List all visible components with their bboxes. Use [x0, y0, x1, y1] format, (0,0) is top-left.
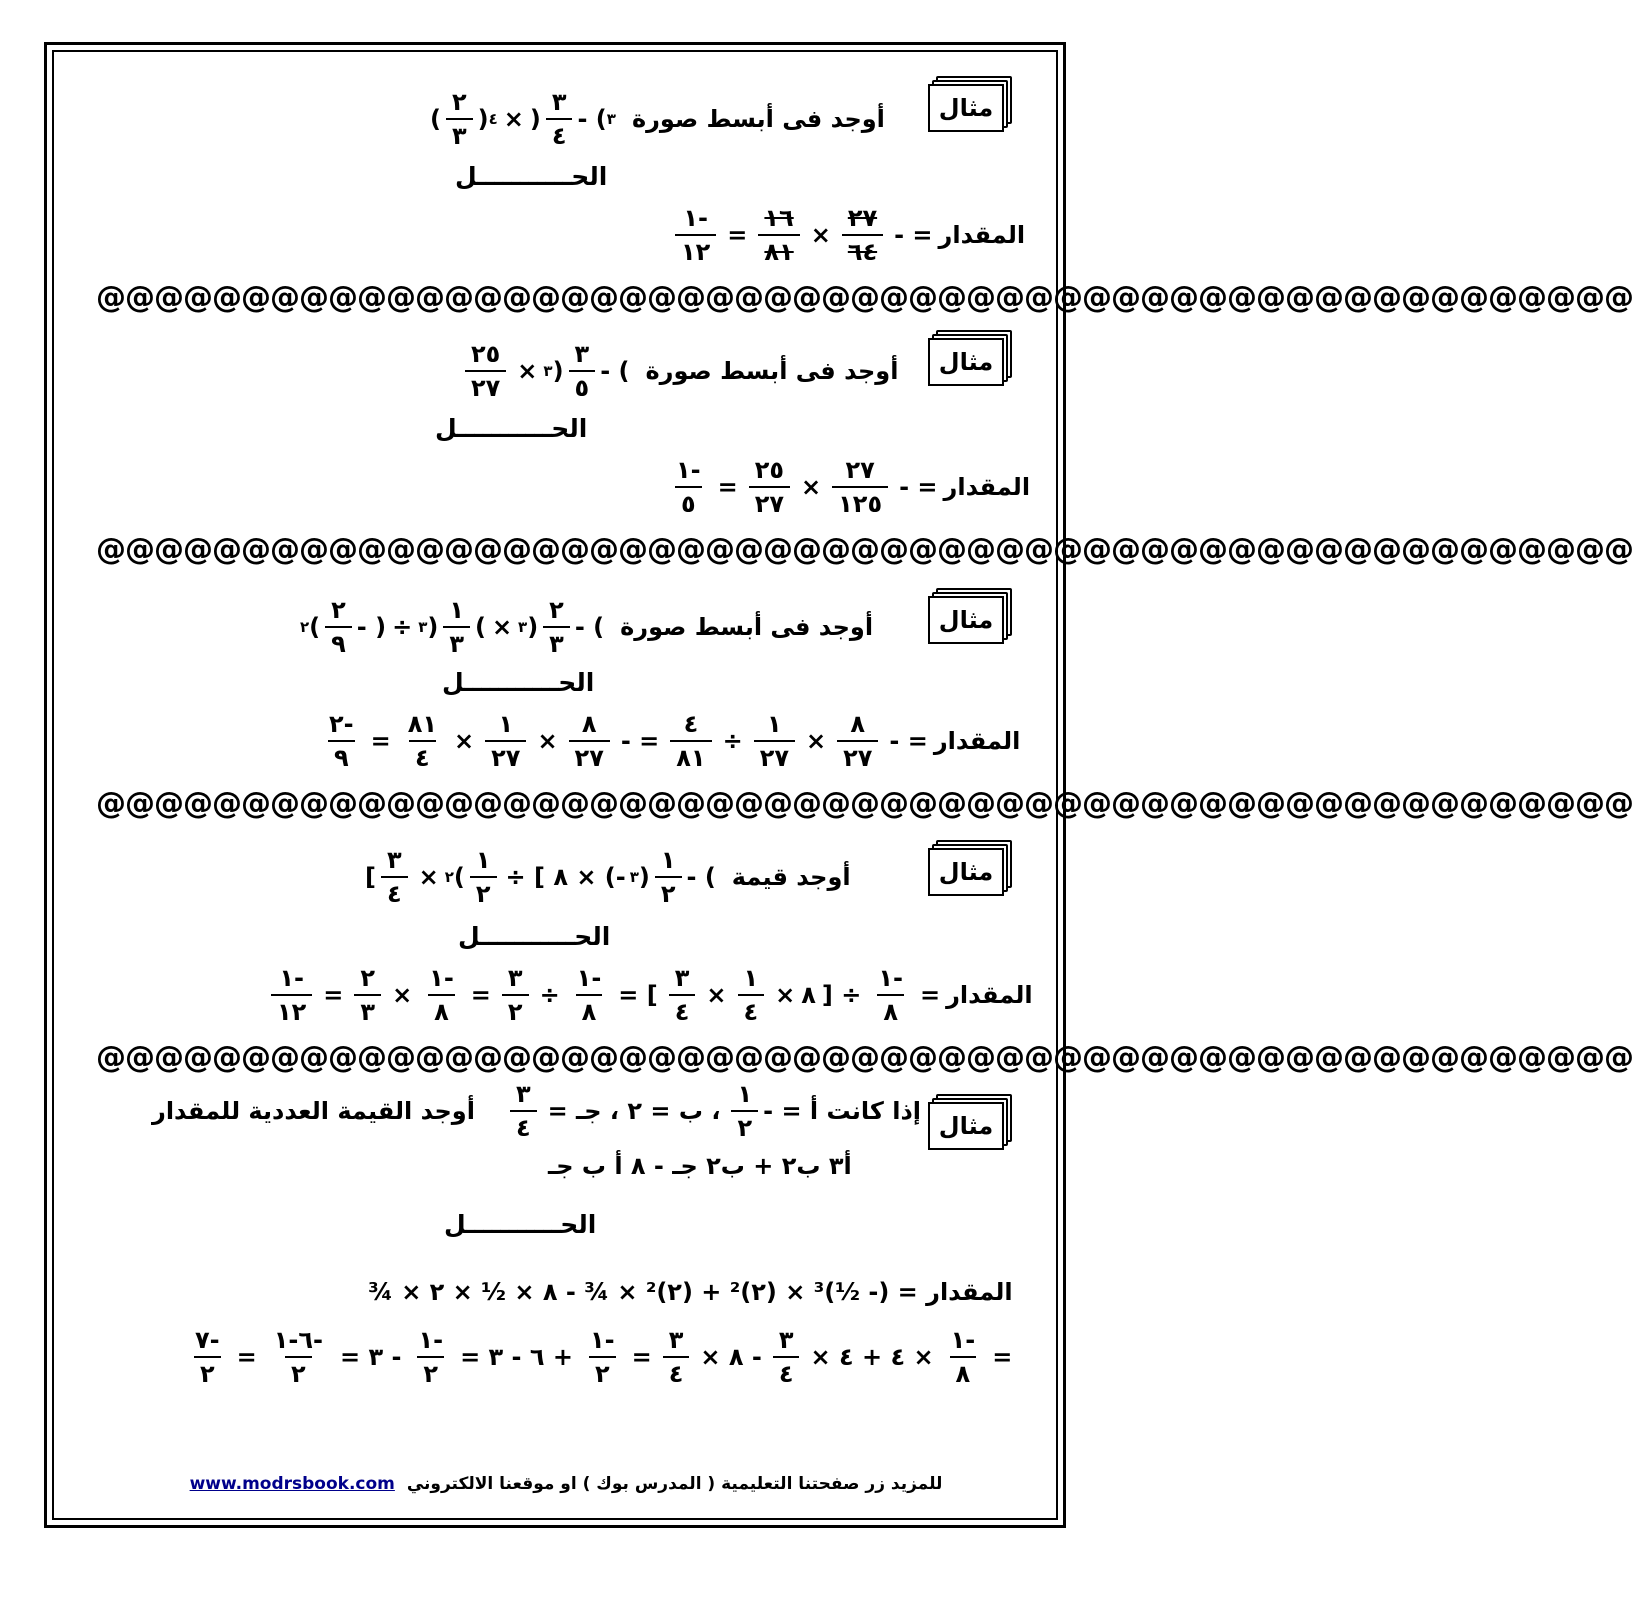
example-badge-4 [928, 840, 1014, 898]
ex4-question-text: أوجد قيمة [731, 863, 851, 891]
ex5-solution-heading: الحـــــــــــل [444, 1210, 597, 1239]
example-badge-2 [928, 330, 1014, 388]
example-label: مثال [928, 848, 1004, 896]
website-link[interactable]: www.modrsbook.com [189, 1474, 395, 1494]
ex5-question-c: أوجد القيمة العددية للمقدار [152, 1097, 475, 1125]
ex1-solution-heading: الحـــــــــــل [455, 162, 608, 191]
amount-label: المقدار [933, 727, 1021, 755]
example-label: مثال [928, 1102, 1004, 1150]
example-label: مثال [928, 338, 1004, 386]
ex5-answer-line1: المقدار = (- ½)³ × (٢)² + (٢)² × ¾ - ٨ × ½ × ٢ × ¾ [368, 1278, 1013, 1306]
separator-3: @@@@@@@@@@@@@@@@@@@@@@@@@@@@@@@@@@@@@@@@@@@@@@@@@@@@@ [96, 786, 1633, 821]
example-badge-1 [928, 76, 1014, 134]
ex5-question: إذا كانت أ = - $\frac{١}{٢}$ ، ب = ٢ ، جـ = $\frac{٣}{٤}$ أوجد القيمة العددية للمقدار [152, 1080, 921, 1142]
ex3-solution-heading: الحـــــــــــل [442, 668, 595, 697]
ex4-question: [ $\frac{٣}{٤}$ × ٢ ( $\frac{١}{٢}$ ÷ [ ٨ × (- ٣ ) $\frac{١}{٢}$ - ( أوجد قيمة [365, 846, 851, 908]
example-label: مثال [928, 84, 1004, 132]
ex3-question-text: أوجد فى أبسط صورة [620, 613, 874, 641]
amount-label: المقدار [938, 221, 1026, 249]
ex5-expression: أ٣ ب٢ + ب٢ جـ - ٨ أ ب جـ [548, 1152, 852, 1180]
separator-1: @@@@@@@@@@@@@@@@@@@@@@@@@@@@@@@@@@@@@@@@@@@@@@@@@@@@@ [96, 280, 1633, 315]
example-badge-3 [928, 588, 1014, 646]
ex3-question: ٢ ( $\frac{٢}{٩}$ - ) ÷ ٣ ) $\frac{١}{٣}$ ( × ٣ ) $\frac{٢}{٣}$ - ( أوجد فى أبسط صورة [300, 596, 874, 658]
ex1-question: ( $\frac{٢}{٣}$ ) ٤ × ) $\frac{٣}{٤}$ - ( ٣ أوجد فى أبسط صورة [430, 88, 885, 150]
separator-2: @@@@@@@@@@@@@@@@@@@@@@@@@@@@@@@@@@@@@@@@@@@@@@@@@@@@@ [96, 532, 1633, 567]
example-label: مثال [928, 596, 1004, 644]
ex5-question-b: ، ب = ٢ ، جـ = [547, 1097, 721, 1125]
ex1-answer: $\frac{١-}{١٢}$ = $\frac{١٦}{٨١}$ × $\frac{٢٧}{٦٤}$ - = المقدار [670, 204, 1025, 266]
ex2-question-text: أوجد فى أبسط صورة [645, 357, 899, 385]
ex5-answer-line2: $\frac{٧-}{٢}$ = $\frac{٦-١-}{٢}$ = ٣ - $\frac{١-}{٢}$ = ٦ - ٣ + $\frac{١-}{٢}$ = $\frac{٣}{٤}$ × ٨ - $\frac{٣}{٤}$ × ٤ + ٤ × $\frac{١-}{٨}$ = [195, 1326, 1013, 1388]
ex4-solution-heading: الحـــــــــــل [458, 922, 611, 951]
ex2-answer: $\frac{١-}{٥}$ = $\frac{٢٥}{٢٧}$ × $\frac{٢٧}{١٢٥}$ - = المقدار [676, 456, 1031, 518]
separator-4: @@@@@@@@@@@@@@@@@@@@@@@@@@@@@@@@@@@@@@@@@@@@@@@@@@@@@ [96, 1040, 1633, 1075]
ex5-question-a: إذا كانت أ = - [763, 1097, 921, 1125]
ex2-question: $\frac{٢٥}{٢٧}$ × ٣ ) $\frac{٣}{٥}$ - ( أوجد فى أبسط صورة [460, 340, 898, 402]
amount-label: المقدار [946, 981, 1033, 1009]
ex1-question-text: أوجد فى أبسط صورة [631, 105, 885, 133]
ex4-answer: $\frac{١-}{١٢}$ = $\frac{٢}{٣}$ × $\frac{١-}{٨}$ = $\frac{٣}{٢}$ ÷ $\frac{١-}{٨}$ = [ $\frac{٣}{٤}$ × $\frac{١}{٤}$ × ٨ ] ÷ $\frac{١-}{٨}$ = المقدار [266, 964, 1033, 1026]
ex2-solution-heading: الحـــــــــــل [435, 414, 588, 443]
example-badge-5 [928, 1094, 1014, 1152]
footer [0, 1474, 1132, 1494]
footer-text: للمزيد زر صفحتنا التعليمية ( المدرس بوك ) او موقعنا الالكتروني [406, 1474, 943, 1494]
amount-label: المقدار [943, 473, 1031, 501]
ex3-answer: $\frac{٢-}{٩}$ = $\frac{٨١}{٤}$ × $\frac{١}{٢٧}$ × $\frac{٨}{٢٧}$ - = $\frac{٤}{٨١}$ ÷ $\frac{١}{٢٧}$ × $\frac{٨}{٢٧}$ - = المقدار [329, 710, 1021, 772]
